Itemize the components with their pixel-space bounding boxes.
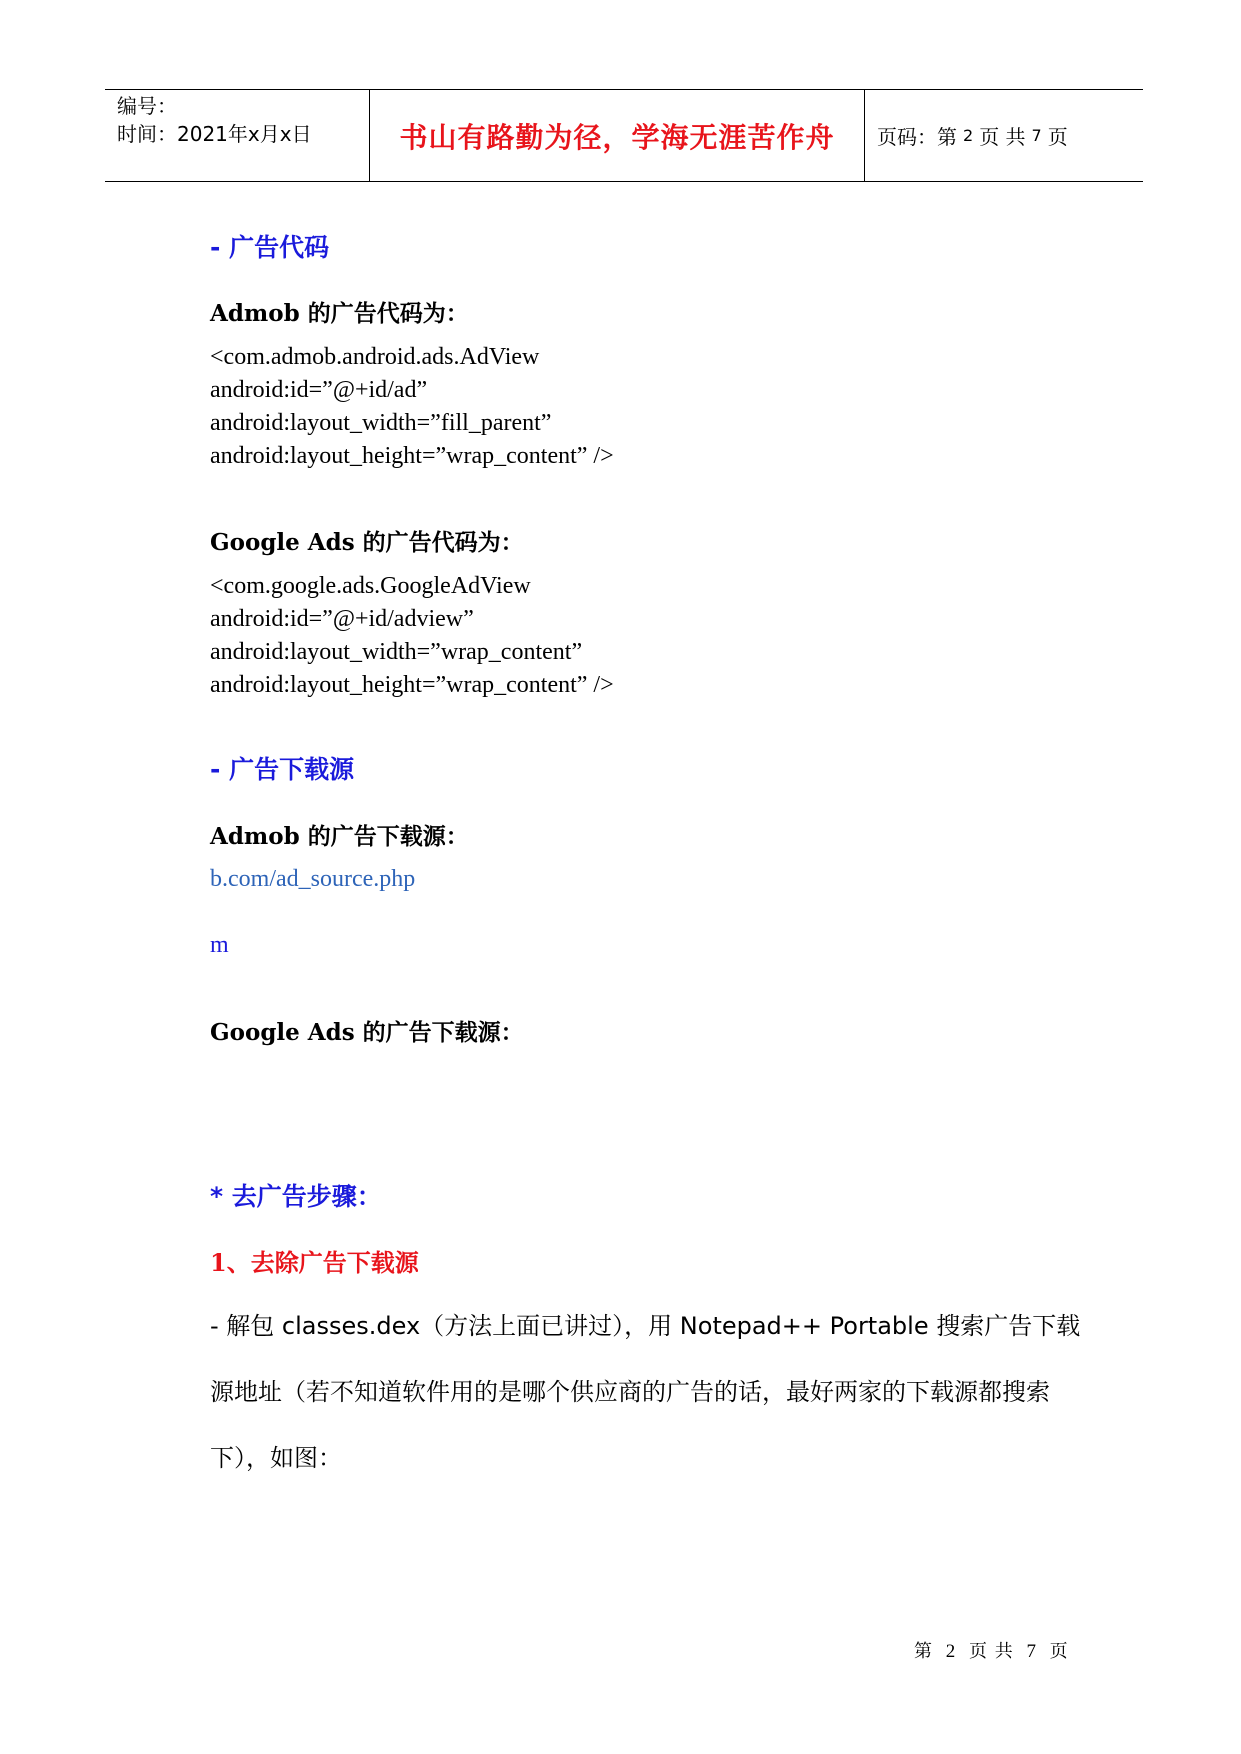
code-line: <com.admob.android.ads.AdView [210,344,540,370]
header-time-label: 时间：2021年x月x日 [117,122,312,146]
footer-suffix: 页 [1049,1641,1069,1662]
footer-page-total: 7 [1026,1641,1037,1662]
admob-code-block [210,341,614,473]
page-header [105,89,1143,182]
header-motto-cell [370,90,865,181]
admob-source-extra: m [210,932,229,958]
footer-mid: 页 共 [968,1641,1014,1662]
footer-prefix: 第 [914,1641,933,1662]
header-page-prefix: 页码：第 [877,125,957,149]
admob-source-title: Admob 的广告下载源： [210,823,469,850]
header-page-cell [865,90,1143,181]
step1-paragraph: - 解包 classes.dex（方法上面已讲过），用 Notepad++ Portable 搜索广告下载源地址（若不知道软件用的是哪个供应商的广告的话，最好两家的下载源都搜索下），如图： [210,1312,1081,1472]
google-code-title: Google Ads 的广告代码为： [210,529,524,556]
header-page-total: 7 [1031,126,1042,145]
code-line: android:id=”@+id/adview” [210,606,474,632]
ad-code-heading: - 广告代码 [210,233,330,262]
page-footer [914,1637,1069,1663]
header-page-current: 2 [963,126,974,145]
admob-source-link[interactable]: b.com/ad_source.php [210,866,416,892]
code-line: android:layout_width=”fill_parent” [210,410,552,436]
header-meta-cell [105,90,370,181]
code-line: android:layout_height=”wrap_content” /> [210,672,614,698]
google-code-block [210,570,614,702]
step1-title: 1、去除广告下载源 [210,1248,419,1277]
code-line: android:layout_height=”wrap_content” /> [210,443,614,469]
code-line: android:id=”@+id/ad” [210,377,428,403]
header-motto: 书山有路勤为径，学海无涯苦作舟 [399,120,835,154]
code-line: android:layout_width=”wrap_content” [210,639,583,665]
code-line: <com.google.ads.GoogleAdView [210,573,531,599]
header-page-mid: 页 共 [979,125,1026,149]
ad-source-heading: - 广告下载源 [210,755,355,784]
header-number-label: 编号： [117,94,177,118]
header-page-suffix: 页 [1047,125,1068,149]
footer-page-current: 2 [945,1641,957,1662]
remove-steps-heading: * 去广告步骤： [210,1182,382,1211]
google-source-title: Google Ads 的广告下载源： [210,1019,524,1046]
admob-code-title: Admob 的广告代码为： [210,300,469,327]
